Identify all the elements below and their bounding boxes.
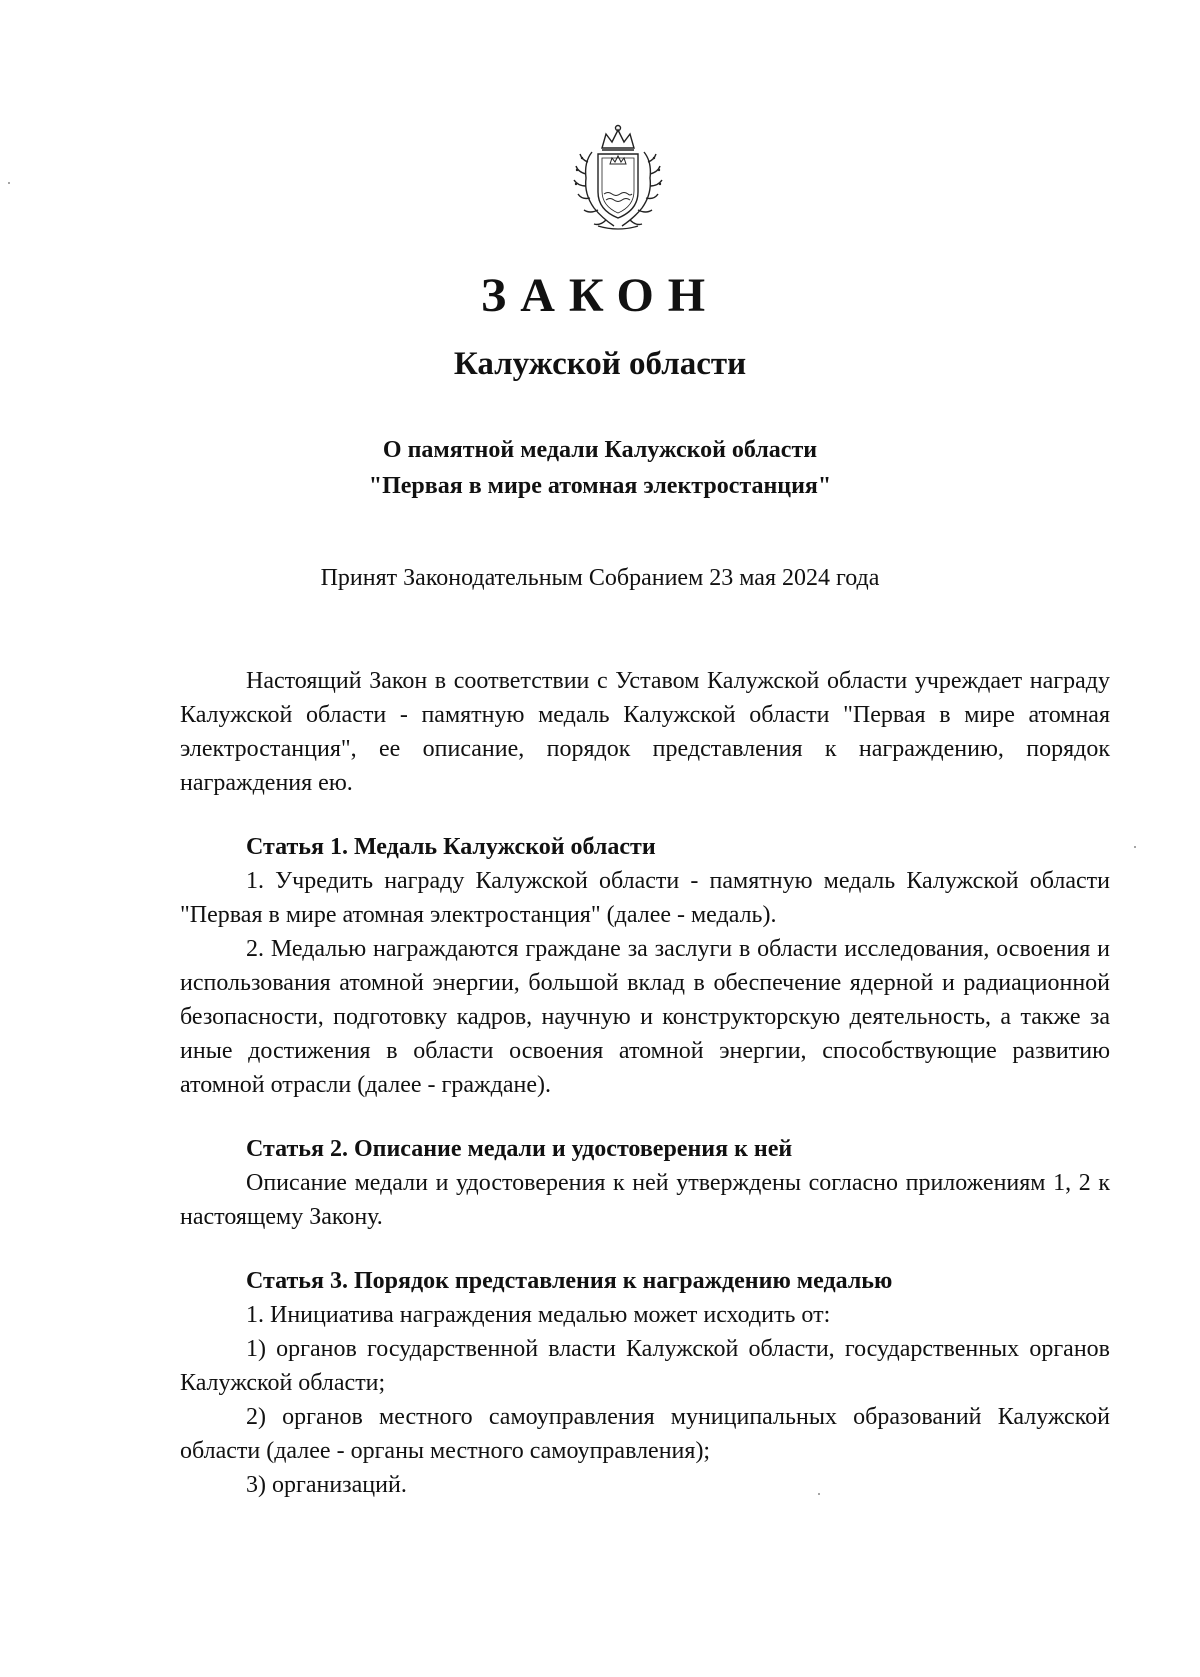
preamble-paragraph: Настоящий Закон в соответствии с Уставом Калужской области учреждает награду Калужской области - памятную медаль Калужской области "Первая в мире атомная электростанция", ее описание, порядок представления к награждению, порядок награждения ею. [180,668,1110,796]
document-region: Калужской области [453,346,747,382]
scan-speck [1134,846,1136,848]
article-3-item-3: 3) организаций. [246,1472,407,1498]
law-body [180,664,1110,1502]
scan-speck [818,1493,820,1495]
adoption-note: Принят Законодательным Собранием 23 мая 2024 года [320,565,880,591]
article-2-heading: Статья 2. Описание медали и удостоверения к ней [246,1136,793,1162]
coat-of-arms-emblem [562,122,674,234]
scan-speck [8,182,10,184]
article-3-item-2: 2) органов местного самоуправления муниципальных образований Калужской области (далее - органы местного самоуправления); [180,1404,1110,1464]
law-subject-line-1: О памятной медали Калужской области [382,437,818,463]
document-title: ЗАКОН [480,269,720,322]
article-2-paragraph-1: Описание медали и удостоверения к ней утверждены согласно приложениям 1, 2 к настоящему Закону. [180,1170,1110,1230]
article-3-heading: Статья 3. Порядок представления к награждению медалью [246,1268,893,1294]
article-1-paragraph-1: 1. Учредить награду Калужской области - памятную медаль Калужской области "Первая в мире атомная электростанция" (далее - медаль). [180,868,1110,928]
article-3-item-1: 1) органов государственной власти Калужской области, государственных органов Калужской области; [180,1336,1110,1396]
article-1-paragraph-2: 2. Медалью награждаются граждане за заслуги в области исследования, освоения и использования атомной энергии, большой вклад в обеспечение ядерной и радиационной безопасности, подготовку кадров, научную и конструкторскую деятельность, а также за иные достижения в области освоения атомной энергии, способствующие развитию атомной отрасли (далее - граждане). [180,936,1110,1098]
article-1-heading: Статья 1. Медаль Калужской области [246,834,656,860]
article-3-paragraph-1: 1. Инициатива награждения медалью может исходить от: [246,1302,831,1328]
law-subject-line-2: "Первая в мире атомная электростанция" [368,473,832,499]
law-subject [0,432,1200,504]
